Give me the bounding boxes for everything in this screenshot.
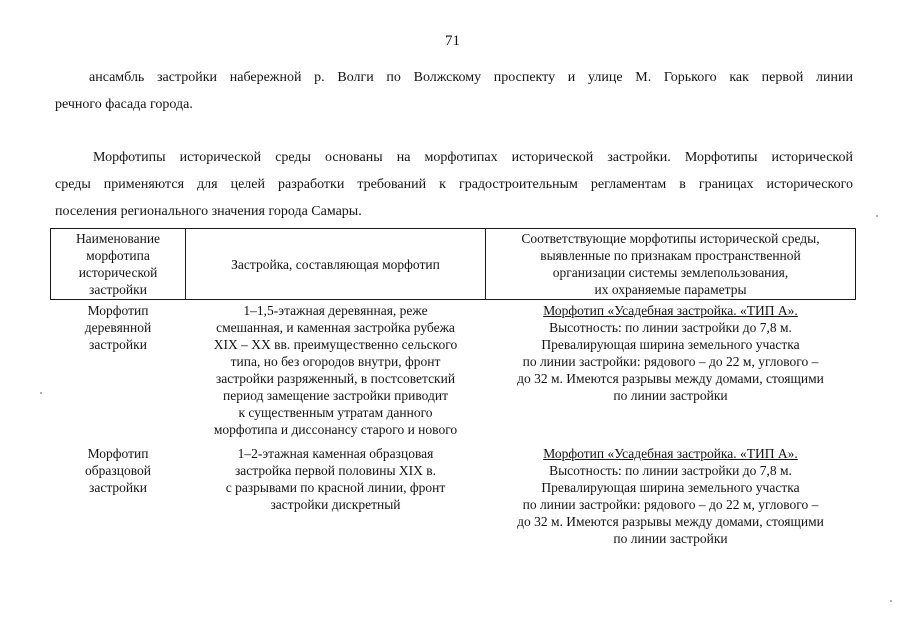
row-param-line: по линии застройки: рядового – до 22 м, углового – [522, 497, 819, 512]
header-morphotype-name [51, 229, 186, 300]
row-description-line: застройки дискретный [270, 497, 401, 512]
row-description-line: к существенным утратам данного [238, 405, 433, 420]
row-name-line: образцовой [85, 463, 151, 478]
row-description-line: смешанная, и каменная застройка рубежа [216, 320, 455, 335]
row-description-line: типа, но без огородов внутри, фронт [230, 354, 441, 369]
header-col1-line: морфотипа [86, 248, 150, 263]
header-col3-line: их охраняемые параметры [594, 282, 747, 297]
header-col3-line: выявленные по признакам пространственной [540, 248, 801, 263]
table-header-row [51, 229, 856, 300]
table-row [51, 300, 856, 440]
row-description-line: XIX – XX вв. преимущественно сельского [213, 337, 458, 352]
header-col1-line: застройки [89, 282, 147, 297]
row-name-line: застройки [89, 337, 147, 352]
scan-speck [890, 600, 892, 602]
row-description-line: застройка первой половины XIX в. [234, 463, 437, 478]
row-name-line: Морфотип [87, 446, 149, 461]
paragraph-2-line-1: Морфотипы исторической среды основаны на морфотипах исторической застройки. Морфотипы исторической [93, 150, 853, 165]
paragraph-2 [55, 144, 853, 225]
row-name-cell [51, 439, 186, 548]
header-col3-line: организации системы землепользования, [552, 265, 789, 280]
row-param-line: Высотность: по линии застройки до 7,8 м. [549, 320, 792, 335]
paragraph-1 [55, 64, 853, 118]
row-type-title: Морфотип «Усадебная застройка. «ТИП А». [543, 446, 798, 461]
row-name-line: деревянной [84, 320, 152, 335]
row-description-line: морфотипа и диссонансу старого и нового [213, 422, 458, 437]
row-name-line: застройки [89, 480, 147, 495]
header-col1-line: Наименование [75, 231, 161, 246]
row-description-line: застройки разряженный, в постсоветский [215, 371, 456, 386]
paragraph-1-line-2: речного фасада города. [55, 97, 193, 112]
paragraph-2-line-3: поселения регионального значения города Самары. [55, 204, 362, 219]
header-col1-line: исторической [78, 265, 158, 280]
row-param-line: Превалирующая ширина земельного участка [541, 337, 800, 352]
row-params-cell [486, 439, 856, 548]
header-environment-morphotypes [486, 229, 856, 300]
paragraph-2-line-2: среды применяются для целей разработки требований к градостроительным регламентам в границах исторического [55, 177, 853, 192]
row-params-cell [486, 300, 856, 440]
row-param-line: по линии застройки [613, 388, 728, 403]
row-param-line: по линии застройки [613, 531, 728, 546]
row-param-line: Высотность: по линии застройки до 7,8 м. [549, 463, 792, 478]
header-col3-line: Соответствующие морфотипы исторической среды, [521, 231, 820, 246]
scan-speck [876, 215, 878, 217]
row-param-line: Превалирующая ширина земельного участка [541, 480, 800, 495]
scan-speck [40, 392, 42, 394]
row-param-line: до 32 м. Имеются разрывы между домами, стоящими [517, 514, 824, 529]
paragraph-1-line-1: ансамбль застройки набережной р. Волги по Волжскому проспекту и улице М. Горького как первой линии [89, 70, 853, 85]
morphotype-table [50, 228, 856, 548]
header-building-composition: Застройка, составляющая морфотип [186, 229, 486, 300]
row-description-line: с разрывами по красной линии, фронт [225, 480, 446, 495]
page-number: 71 [445, 33, 460, 49]
row-name-cell [51, 300, 186, 440]
row-param-line: до 32 м. Имеются разрывы между домами, стоящими [517, 371, 824, 386]
table-row [51, 439, 856, 548]
row-description-cell [186, 300, 486, 440]
row-name-line: Морфотип [87, 303, 149, 318]
row-description-line: период замещение застройки приводит [223, 388, 448, 403]
row-description-line: 1–1,5-этажная деревянная, реже [243, 303, 428, 318]
row-type-title: Морфотип «Усадебная застройка. «ТИП А». [543, 303, 798, 318]
row-description-line: 1–2-этажная каменная образцовая [237, 446, 434, 461]
row-param-line: по линии застройки: рядового – до 22 м, углового – [522, 354, 819, 369]
row-description-cell [186, 439, 486, 548]
